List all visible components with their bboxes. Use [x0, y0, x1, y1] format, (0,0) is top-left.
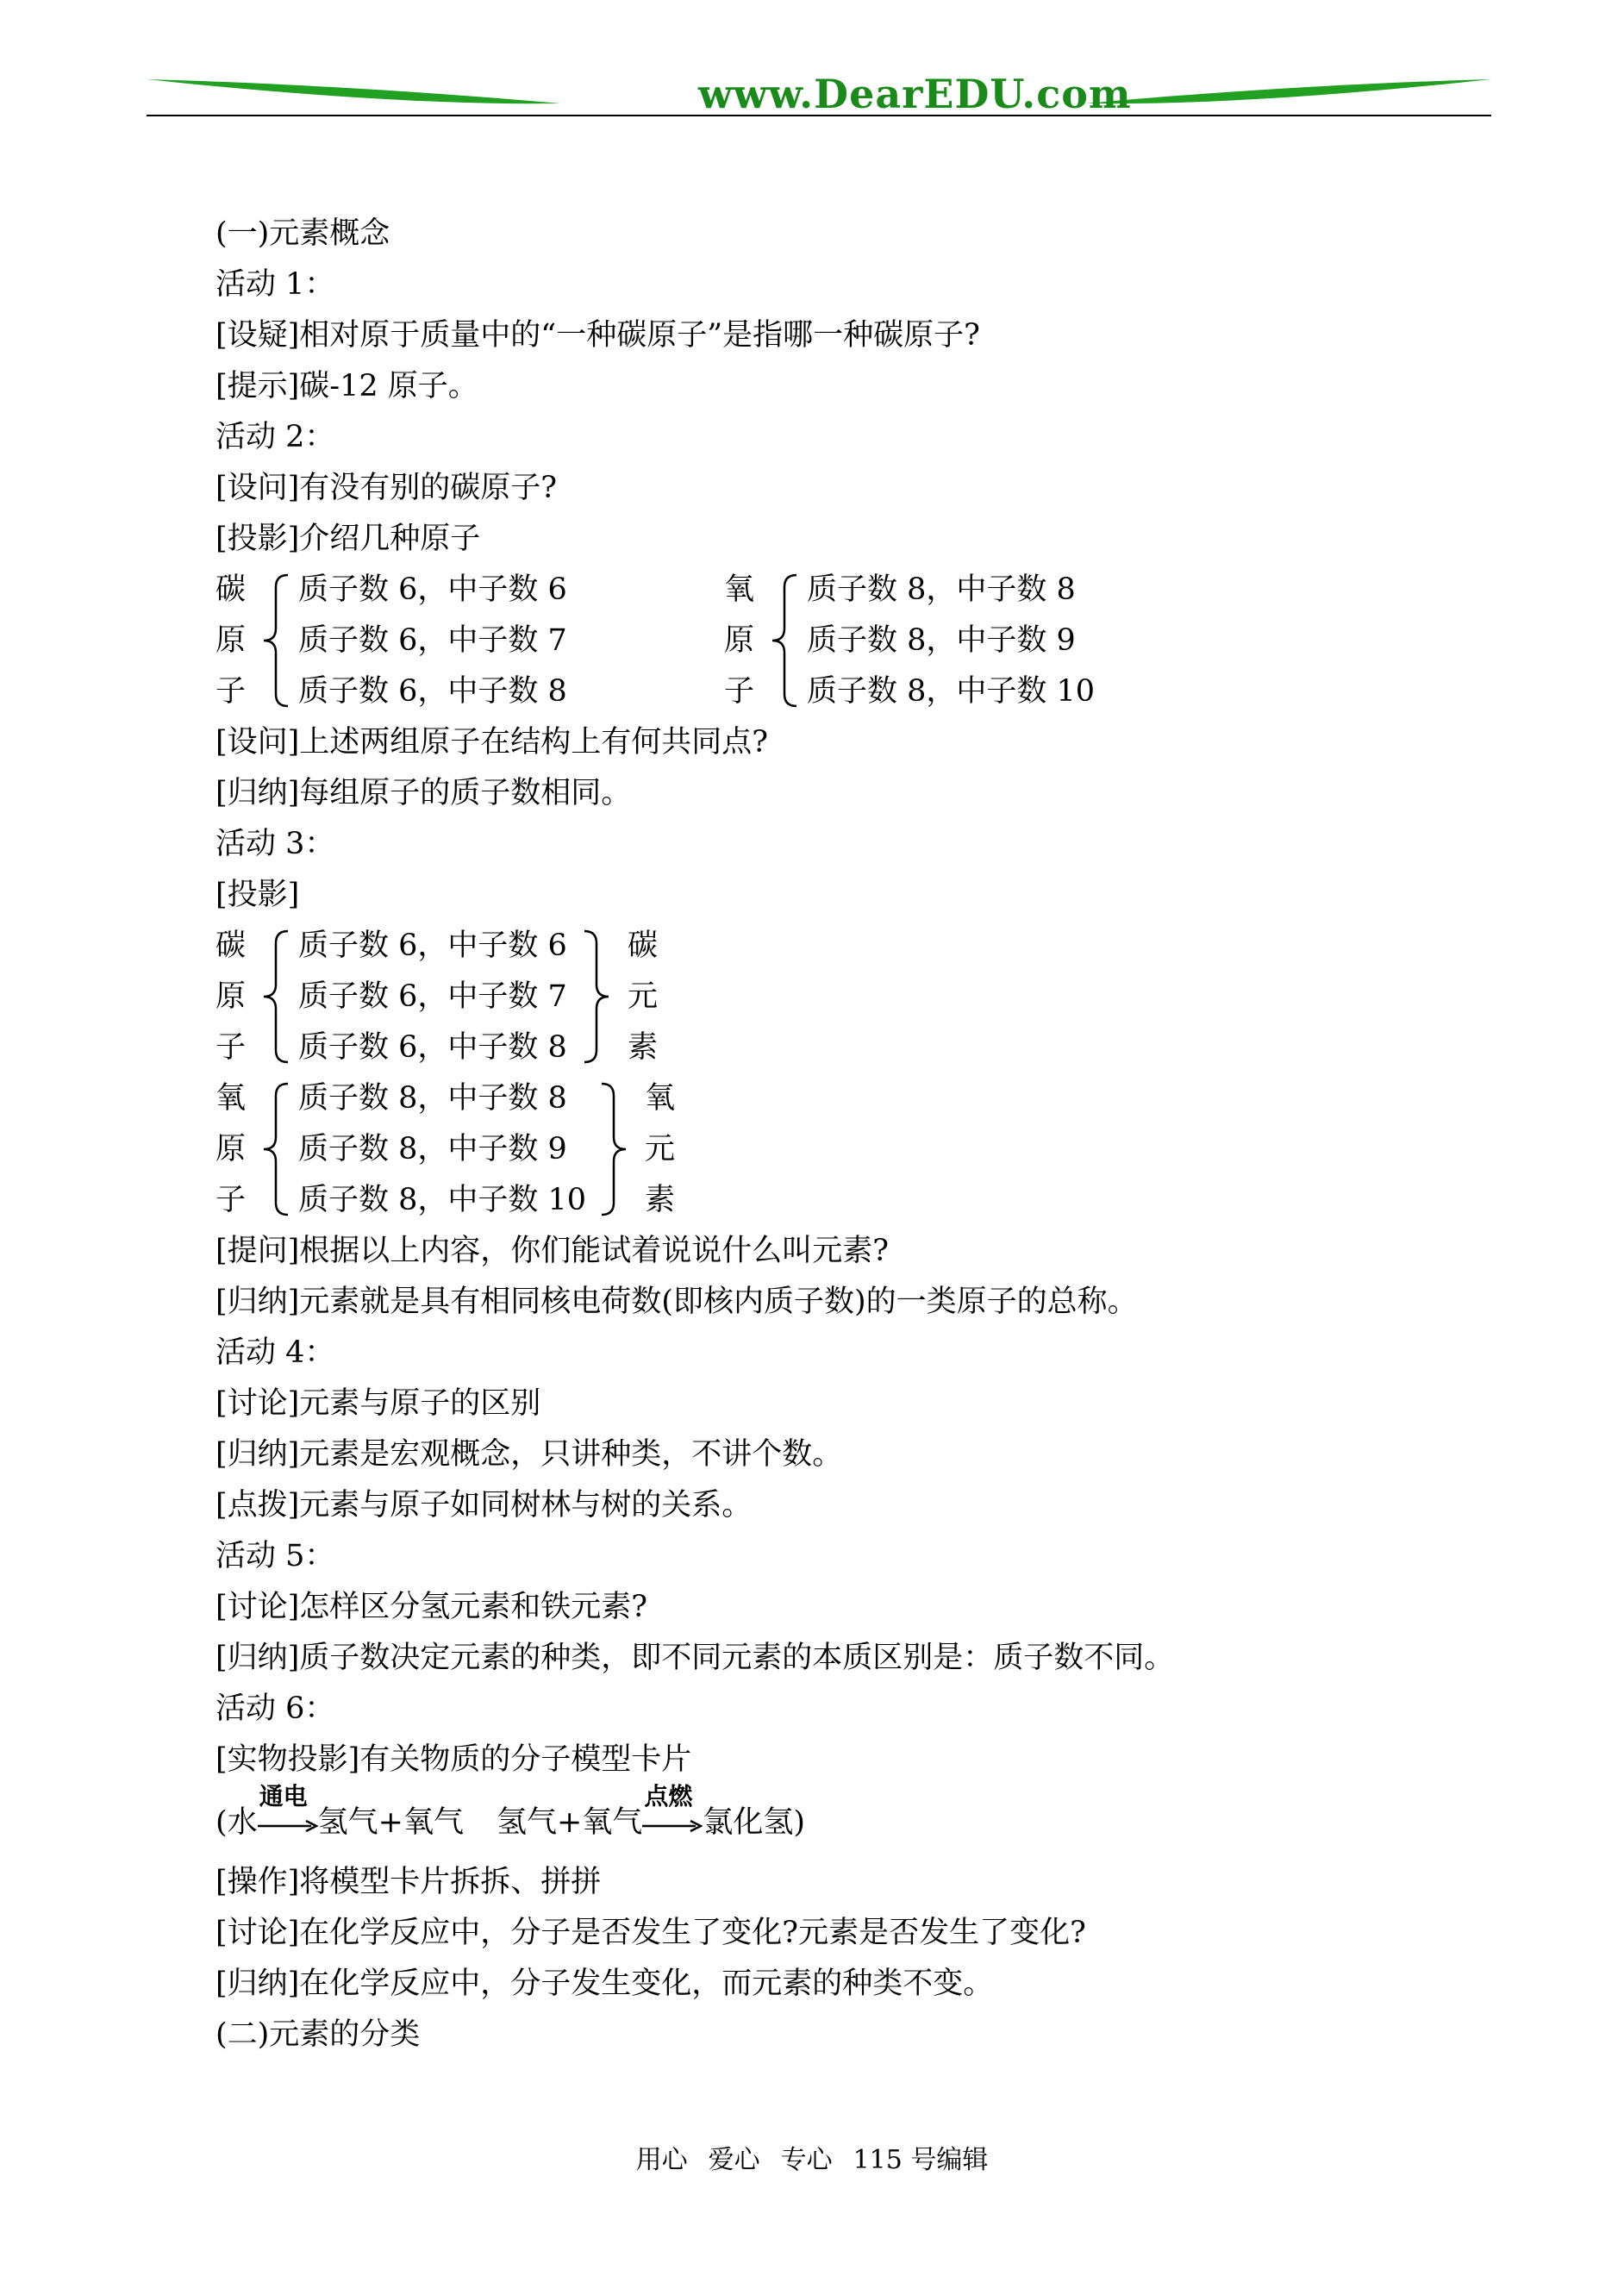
- text-line: [讨论]在化学反应中，分子是否发生了变化?元素是否发生了变化?: [215, 1916, 1086, 1950]
- reaction-arrow: [642, 1782, 703, 1848]
- oxygen-isotope: 质子数 8，中子数 9: [807, 623, 1076, 658]
- right-brace: [595, 1080, 629, 1218]
- carbon-isotope: 质子数 6，中子数 6: [298, 572, 567, 607]
- oxygen-label-char: 子: [215, 1183, 247, 1217]
- footer-text: 用心: [635, 2145, 688, 2175]
- left-brace: [769, 572, 803, 710]
- reaction-equation: [215, 1782, 1422, 1848]
- oxygen-label-char: 子: [724, 674, 755, 709]
- equation-reactants: 氢气+氧气: [496, 1805, 643, 1840]
- oxygen-isotope: 质子数 8，中子数 9: [298, 1132, 567, 1166]
- arrow-icon: [258, 1820, 318, 1832]
- carbon-isotope: 质子数 6，中子数 6: [298, 929, 567, 963]
- oxygen-element-group: [215, 1073, 1422, 1226]
- text-line: [讨论]元素与原子的区别: [215, 1386, 541, 1421]
- text-line: [设问]上述两组原子在结构上有何共同点?: [215, 725, 769, 760]
- text-line: [操作]将模型卡片拆拆、拼拼: [215, 1865, 602, 1899]
- oxygen-label-char: 原: [724, 623, 755, 658]
- text-line: [点拨]元素与原子如同树林与树的关系。: [215, 1488, 753, 1523]
- text-line: [投影]介绍几种原子: [215, 522, 481, 556]
- element-label-char: 元: [645, 1132, 676, 1166]
- right-brace: [578, 928, 612, 1066]
- oxygen-label-char: 氧: [724, 572, 755, 607]
- carbon-label-char: 子: [215, 674, 247, 709]
- element-label-char: 氧: [645, 1081, 676, 1116]
- atom-groups: [215, 565, 1422, 717]
- section-heading: (一)元素概念: [215, 216, 390, 251]
- text-line: 活动 2：: [215, 420, 335, 454]
- left-brace: [260, 928, 295, 1066]
- oxygen-isotope: 质子数 8，中子数 8: [298, 1081, 567, 1116]
- carbon-element-group: [215, 921, 1422, 1073]
- text-line: 活动 6：: [215, 1692, 335, 1726]
- reaction-arrow: [258, 1782, 318, 1848]
- carbon-label-char: 碳: [215, 572, 247, 607]
- carbon-isotope: 质子数 6，中子数 8: [298, 674, 567, 709]
- carbon-isotope: 质子数 6，中子数 7: [298, 979, 567, 1014]
- carbon-isotope: 质子数 6，中子数 8: [298, 1030, 567, 1065]
- text-line: [讨论]怎样区分氢元素和铁元素?: [215, 1590, 648, 1624]
- oxygen-label-char: 原: [215, 1132, 247, 1166]
- equation-product: 氯化氢): [703, 1805, 805, 1840]
- equation-products: 氢气+氧气: [317, 1805, 464, 1840]
- text-line: [归纳]元素是宏观概念，只讲种类，不讲个数。: [215, 1437, 843, 1472]
- text-line: [设疑]相对原于质量中的“一种碳原子”是指哪一种碳原子?: [215, 318, 980, 353]
- text-line: [归纳]在化学反应中，分子发生变化，而元素的种类不变。: [215, 1967, 994, 2001]
- section-heading: (二)元素的分类: [215, 2017, 421, 2052]
- text-line: [归纳]质子数决定元素的种类，即不同元素的本质区别是：质子数不同。: [215, 1641, 1175, 1675]
- footer-text: 115 号编辑: [853, 2145, 989, 2175]
- element-label-char: 碳: [628, 929, 659, 963]
- carbon-label-char: 子: [215, 1030, 247, 1065]
- oxygen-label-char: 氧: [215, 1081, 247, 1116]
- carbon-label-char: 碳: [215, 929, 247, 963]
- text-line: 活动 4：: [215, 1335, 335, 1370]
- left-brace: [260, 1080, 295, 1218]
- text-line: [设问]有没有别的碳原子?: [215, 471, 558, 505]
- carbon-isotope: 质子数 6，中子数 7: [298, 623, 567, 658]
- footer-text: 专心: [780, 2145, 833, 2175]
- text-line: 活动 1：: [215, 267, 335, 302]
- left-brace: [260, 572, 295, 710]
- element-label-char: 素: [628, 1030, 659, 1065]
- element-label-char: 元: [628, 979, 659, 1014]
- page-footer: [0, 2138, 1624, 2176]
- carbon-label-char: 原: [215, 623, 247, 658]
- equation-open: (水: [215, 1805, 258, 1840]
- site-logo[interactable]: www.DearEDU.com: [698, 71, 1132, 117]
- reaction-condition: 通电: [259, 1782, 308, 1810]
- text-line: [归纳]元素就是具有相同核电荷数(即核内质子数)的一类原子的总称。: [215, 1285, 1138, 1319]
- text-line: 活动 5：: [215, 1539, 335, 1573]
- text-line: [投影]: [215, 878, 300, 912]
- oxygen-isotope: 质子数 8，中子数 10: [298, 1183, 587, 1217]
- text-line: [实物投影]有关物质的分子模型卡片: [215, 1742, 692, 1777]
- text-line: [提示]碳-12 原子。: [215, 369, 478, 403]
- text-line: 活动 3：: [215, 827, 335, 861]
- text-line: [提问]根据以上内容，你们能试着说说什么叫元素?: [215, 1234, 890, 1268]
- lesson-content: [215, 209, 1422, 2060]
- oxygen-isotope: 质子数 8，中子数 10: [807, 674, 1096, 709]
- element-label-char: 素: [645, 1183, 676, 1217]
- reaction-condition: 点燃: [644, 1782, 693, 1810]
- text-line: [归纳]每组原子的质子数相同。: [215, 776, 632, 810]
- site-header: [147, 67, 1491, 128]
- oxygen-isotope: 质子数 8，中子数 8: [807, 572, 1076, 607]
- arrow-icon: [642, 1820, 703, 1832]
- carbon-label-char: 原: [215, 979, 247, 1014]
- footer-text: 爱心: [708, 2145, 760, 2175]
